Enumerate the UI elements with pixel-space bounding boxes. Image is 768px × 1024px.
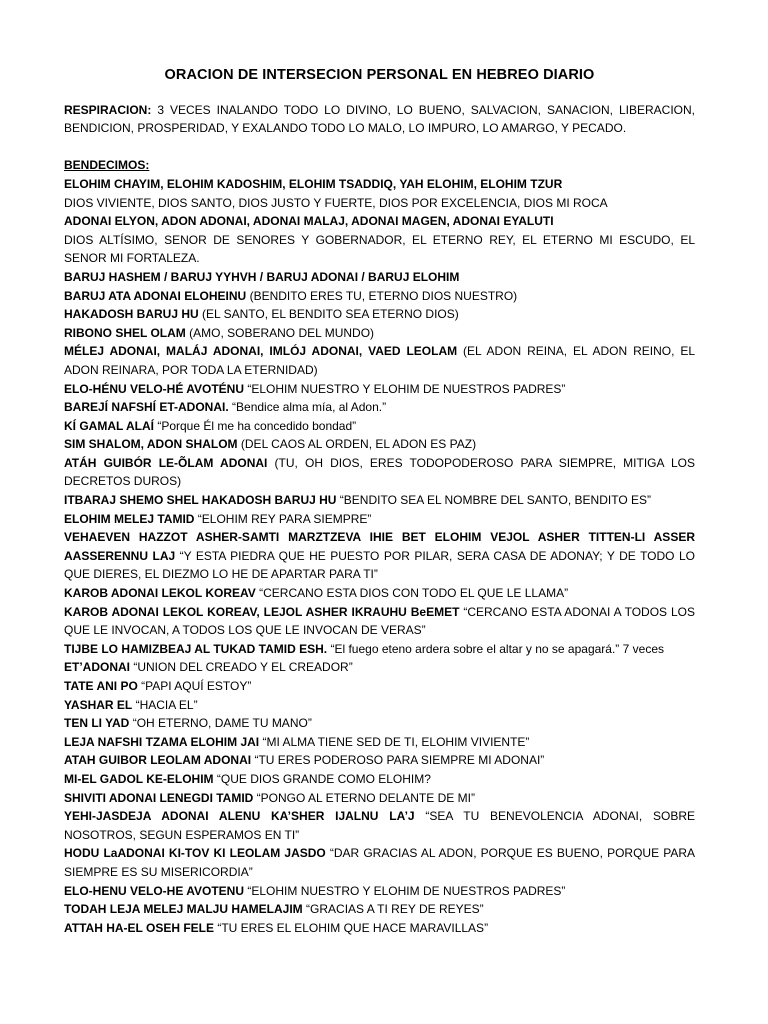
prayer-line-translation: “PAPI AQUÍ ESTOY” <box>137 679 252 693</box>
prayer-line-translation: “Porque Él me ha concedido bondad” <box>154 418 357 433</box>
prayer-line <box>64 658 695 677</box>
prayer-line-translation: DIOS ALTÍSIMO, SENOR DE SENORES Y GOBERNADOR, EL ETERNO REY, EL ETERNO MI ESCUDO, EL SENOR MI FORTALEZA. <box>64 232 695 266</box>
prayer-line-hebrew: VEHAEVEN HAZZOT ASHER-SAMTI MARZTZEVA IHIE BET ELOHIM VEJOL ASHER TITTEN-LI ASSER AASSERENNU LAJ <box>64 530 695 563</box>
prayer-line <box>64 342 695 379</box>
prayer-line-translation: (DEL CAOS AL ORDEN, EL ADON ES PAZ) <box>237 437 477 452</box>
prayer-line-hebrew: SHIVITI ADONAI LENEGDI TAMID <box>64 790 254 805</box>
prayer-line-hebrew: MÉLEJ ADONAI, MALÁJ ADONAI, IMLÓJ ADONAI, VAED LEOLAM <box>64 344 458 359</box>
prayer-line <box>64 640 695 659</box>
prayer-line-hebrew: SIM SHALOM, ADON SHALOM <box>64 437 238 452</box>
document-page <box>64 66 695 937</box>
intro-label: RESPIRACION: <box>64 102 152 117</box>
prayer-line <box>64 231 695 268</box>
prayer-line <box>64 733 695 752</box>
prayer-line-translation: “MI ALMA TIENE SED DE TI, ELOHIM VIVIENTE” <box>259 734 530 749</box>
intro-paragraph <box>64 101 695 138</box>
prayer-line-hebrew: ITBARAJ SHEMO SHEL HAKADOSH BARUJ HU <box>64 493 337 508</box>
prayer-line-translation: “ELOHIM NUESTRO Y ELOHIM DE NUESTROS PADRES” <box>244 883 566 898</box>
prayer-line <box>64 919 695 938</box>
prayer-line <box>64 882 695 901</box>
prayer-line-hebrew: ELO-HENU VELO-HE AVOTENU <box>64 883 245 898</box>
prayer-line-hebrew: LEJA NAFSHI TZAMA ELOHIM JAI <box>64 734 260 749</box>
prayer-line <box>64 770 695 789</box>
prayer-line-translation: “ELOHIM REY PARA SIEMPRE” <box>194 511 372 526</box>
prayer-line <box>64 380 695 399</box>
prayer-line-hebrew: ET’ADONAI <box>64 660 130 675</box>
prayer-line-hebrew: YASHAR EL <box>64 697 133 712</box>
prayer-line-translation: “TU ERES EL ELOHIM QUE HACE MARAVILLAS” <box>214 920 489 935</box>
document-title: ORACION DE INTERSECION PERSONAL EN HEBREO DIARIO <box>164 67 595 83</box>
prayer-line-translation: “El fuego eteno ardera sobre el altar y no se apagará.” 7 veces <box>327 641 664 656</box>
prayer-line <box>64 677 695 696</box>
prayer-line-translation: “BENDITO SEA EL NOMBRE DEL SANTO, BENDITO ES” <box>336 493 651 508</box>
prayer-line <box>64 510 695 529</box>
prayer-line-hebrew: YEHI-JASDEJA ADONAI ALENU KA’SHER IJALNU LA’J <box>64 809 415 824</box>
prayer-line-translation: “CERCANO ESTA ADONAI A TODOS LOS QUE LE INVOCAN, A TODOS LOS QUE LE INVOCAN DE VERAS” <box>64 604 695 638</box>
prayer-line <box>64 844 695 881</box>
prayer-line-translation: “SEA TU BENEVOLENCIA ADONAI, SOBRE NOSOTROS, SEGUN ESPERAMOS EN TI” <box>64 809 695 842</box>
prayer-line-hebrew: TEN LI YAD <box>64 716 130 731</box>
prayer-line-hebrew: ELOHIM MELEJ TAMID <box>64 511 195 526</box>
prayer-line <box>64 454 695 491</box>
prayer-line-translation: “Y ESTA PIEDRA QUE HE PUESTO POR PILAR, SERA CASA DE ADONAY; Y DE TODO LO QUE DIERES, EL DIEZMO LO HE DE APARTAR PARA TI” <box>64 548 696 582</box>
prayer-line-translation: “HACIA EL” <box>132 697 198 712</box>
prayer-line <box>64 789 695 808</box>
prayer-line-translation: “ELOHIM NUESTRO Y ELOHIM DE NUESTROS PADRES” <box>244 381 566 396</box>
prayer-line-translation: “Bendice alma mía, al Adon.” <box>228 400 387 415</box>
prayer-line <box>64 807 695 844</box>
prayer-lines <box>64 175 695 937</box>
prayer-line <box>64 751 695 770</box>
prayer-line-hebrew: BAREJÍ NAFSHÍ ET-ADONAI. <box>64 400 229 415</box>
prayer-line <box>64 212 695 231</box>
prayer-line <box>64 194 695 213</box>
prayer-line-translation: (TU, OH DIOS, ERES TODOPODEROSO PARA SIEMPRE, MITIGA LOS DECRETOS DUROS) <box>64 455 695 489</box>
prayer-line <box>64 417 695 436</box>
prayer-line-hebrew: RIBONO SHEL OLAM <box>64 325 186 340</box>
prayer-line-translation: “OH ETERNO, DAME TU MANO” <box>129 716 312 731</box>
prayer-line-translation: (AMO, SOBERANO DEL MUNDO) <box>185 325 375 340</box>
prayer-line-hebrew: ELO-HÉNU VELO-HÉ AVOTÉNU <box>64 381 245 396</box>
prayer-line <box>64 584 695 603</box>
prayer-line-translation: (EL SANTO, EL BENDITO SEA ETERNO DIOS) <box>198 307 459 322</box>
section-heading: BENDECIMOS: <box>64 158 150 173</box>
prayer-line-translation: (EL ADON REINA, EL ADON REINO, EL ADON REINARA, POR TODA LA ETERNIDAD) <box>64 344 695 377</box>
prayer-line <box>64 398 695 417</box>
prayer-line <box>64 287 695 306</box>
prayer-line <box>64 714 695 733</box>
prayer-line-hebrew: HODU LaADONAI KI-TOV KI LEOLAM JASDO <box>64 846 326 861</box>
prayer-line-hebrew: BARUJ HASHEM / BARUJ YYHVH / BARUJ ADONAI / BARUJ ELOHIM <box>64 269 460 284</box>
prayer-line-hebrew: KAROB ADONAI LEKOL KOREAV, LEJOL ASHER IKRAUHU BeEMET <box>64 604 460 619</box>
prayer-line-hebrew: KÍ GAMAL ALAÍ <box>64 418 154 433</box>
prayer-line-hebrew: ATAH GUIBOR LEOLAM ADONAI <box>64 753 252 768</box>
prayer-line-hebrew: KAROB ADONAI LEKOL KOREAV <box>64 586 256 601</box>
prayer-line <box>64 268 695 287</box>
prayer-line <box>64 305 695 324</box>
prayer-line-translation: “QUE DIOS GRANDE COMO ELOHIM? <box>213 771 431 786</box>
prayer-line-hebrew: ATÁH GUIBÓR LE-ÕLAM ADONAI <box>64 455 268 470</box>
prayer-line <box>64 324 695 343</box>
prayer-line-translation: “PONGO AL ETERNO DELANTE DE MI” <box>253 790 475 805</box>
prayer-line-hebrew: ADONAI ELYON, ADON ADONAI, ADONAI MALAJ, ADONAI MAGEN, ADONAI EYALUTI <box>64 214 554 229</box>
prayer-line <box>64 175 695 194</box>
prayer-line <box>64 603 695 640</box>
prayer-line-hebrew: MI-EL GADOL KE-ELOHIM <box>64 771 214 786</box>
prayer-line <box>64 528 695 584</box>
prayer-line <box>64 491 695 510</box>
prayer-line-hebrew: HAKADOSH BARUJ HU <box>64 307 199 322</box>
prayer-line-hebrew: ATTAH HA-EL OSEH FELE <box>64 920 214 935</box>
prayer-line-hebrew: BARUJ ATA ADONAI ELOHEINU <box>64 288 247 303</box>
intro-text: 3 VECES INALANDO TODO LO DIVINO, LO BUENO, SALVACION, SANACION, LIBERACION, BENDICION, PROSPERIDAD, Y EXALANDO TODO LO MALO, LO IMPURO, LO AMARGO, Y PECADO. <box>64 102 695 136</box>
prayer-line-translation: DIOS VIVIENTE, DIOS SANTO, DIOS JUSTO Y FUERTE, DIOS POR EXCELENCIA, DIOS MI ROCA <box>64 195 608 210</box>
prayer-line-hebrew: TODAH LEJA MELEJ MALJU HAMELAJIM <box>64 902 303 917</box>
prayer-line-translation: “TU ERES PODEROSO PARA SIEMPRE MI ADONAI” <box>251 753 545 768</box>
prayer-line <box>64 435 695 454</box>
prayer-line-translation: “DAR GRACIAS AL ADON, PORQUE ES BUENO, PORQUE PARA SIEMPRE ES SU MISERICORDIA” <box>64 846 695 879</box>
prayer-line <box>64 900 695 919</box>
prayer-line-hebrew: TIJBE LO HAMIZBEAJ AL TUKAD TAMID ESH. <box>64 641 328 656</box>
prayer-line-translation: “CERCANO ESTA DIOS CON TODO EL QUE LE LLAMA” <box>255 586 569 601</box>
prayer-line <box>64 696 695 715</box>
prayer-line-translation: “UNION DEL CREADO Y EL CREADOR” <box>130 660 353 675</box>
prayer-line-translation: “GRACIAS A TI REY DE REYES” <box>302 902 484 917</box>
prayer-line-hebrew: TATE ANI PO <box>64 679 138 693</box>
prayer-line-hebrew: ELOHIM CHAYIM, ELOHIM KADOSHIM, ELOHIM TSADDIQ, YAH ELOHIM, ELOHIM TZUR <box>64 176 563 191</box>
spacer <box>64 138 695 157</box>
prayer-line-translation: (BENDITO ERES TU, ETERNO DIOS NUESTRO) <box>246 288 518 303</box>
